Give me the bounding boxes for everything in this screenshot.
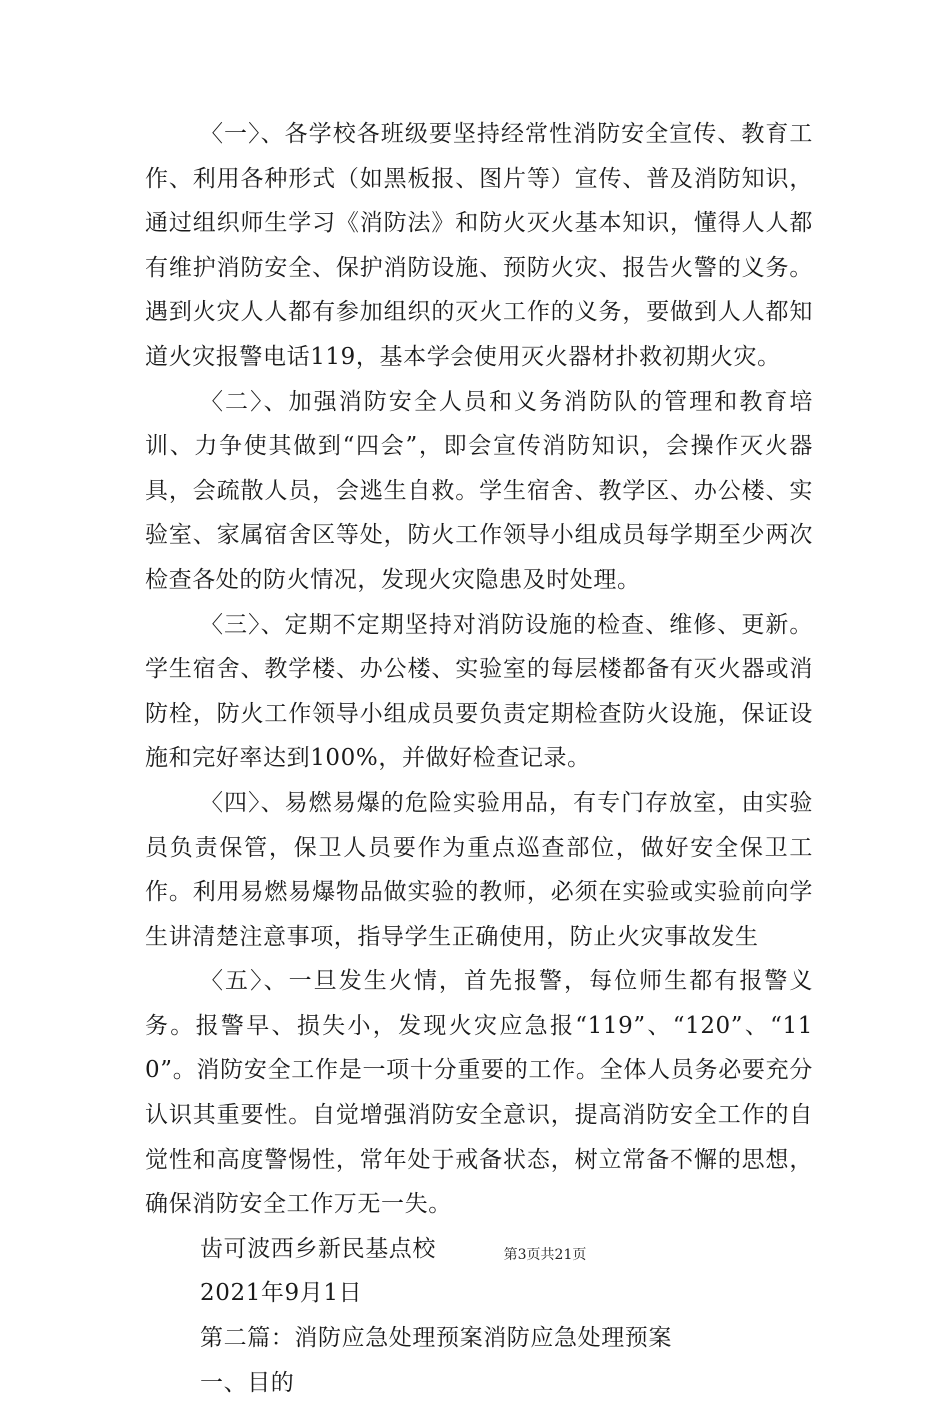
page-number: 第3页共21页 [503, 1247, 587, 1263]
signature: 齿可波西乡新民基点校 [200, 1235, 436, 1262]
paragraph-4: 〈四〉、易燃易爆的危险实验用品，有专门存放室，由实验员负责保管，保卫人员要作为重点巡查部位，做好安全保卫工作。利用易燃易爆物品做实验的教师，必须在实验或实验前向学生讲清楚注意事项，指导学生正确使用，防止火灾事故发生 [145, 789, 813, 950]
paragraph-2: 〈二〉、加强消防安全人员和义务消防队的管理和教育培训、力争使其做到“四会”，即会宣传消防知识，会操作灭火器具，会疏散人员，会逃生自救。学生宿舍、教学区、办公楼、实验室、家属宿舍区等处，防火工作领导小组成员每学期至少两次检查各处的防火情况，发现火灾隐患及时处理。 [145, 388, 813, 593]
next-article-title: 第二篇：消防应急处理预案消防应急处理预案 [200, 1325, 672, 1352]
paragraph-5: 〈五〉、一旦发生火情，首先报警，每位师生都有报警义务。报警早、损失小，发现火灾应急报“119”、“120”、“110”。消防安全工作是一项十分重要的工作。全体人员务必要充分认识其重要性。自觉增强消防安全意识，提高消防安全工作的自觉性和高度警惕性，常年处于戒备状态，树立常备不懈的思想，确保消防安全工作万无一失。 [145, 968, 813, 1218]
date: 2021年9月1日 [200, 1280, 363, 1307]
paragraph-1: 〈一〉、各学校各班级要坚持经常性消防安全宣传、教育工作、利用各种形式（如黑板报、图片等）宣传、普及消防知识，通过组织师生学习《消防法》和防火灭火基本知识，懂得人人都有维护消防安全、保护消防设施、预防火灾、报告火警的义务。遇到火灾人人都有参加组织的灭火工作的义务，要做到人人都知道火灾报警电话119，基本学会使用灭火器材扑救初期火灾。 [145, 121, 813, 370]
document-body [145, 112, 813, 1405]
paragraph-3: 〈三〉、定期不定期坚持对消防设施的检查、维修、更新。学生宿舍、教学楼、办公楼、实验室的每层楼都备有灭火器或消防栓，防火工作领导小组成员要负责定期检查防火设施，保证设施和完好率达到100%，并做好检查记录。 [145, 611, 813, 772]
section-heading: 一、目的 [200, 1369, 295, 1396]
